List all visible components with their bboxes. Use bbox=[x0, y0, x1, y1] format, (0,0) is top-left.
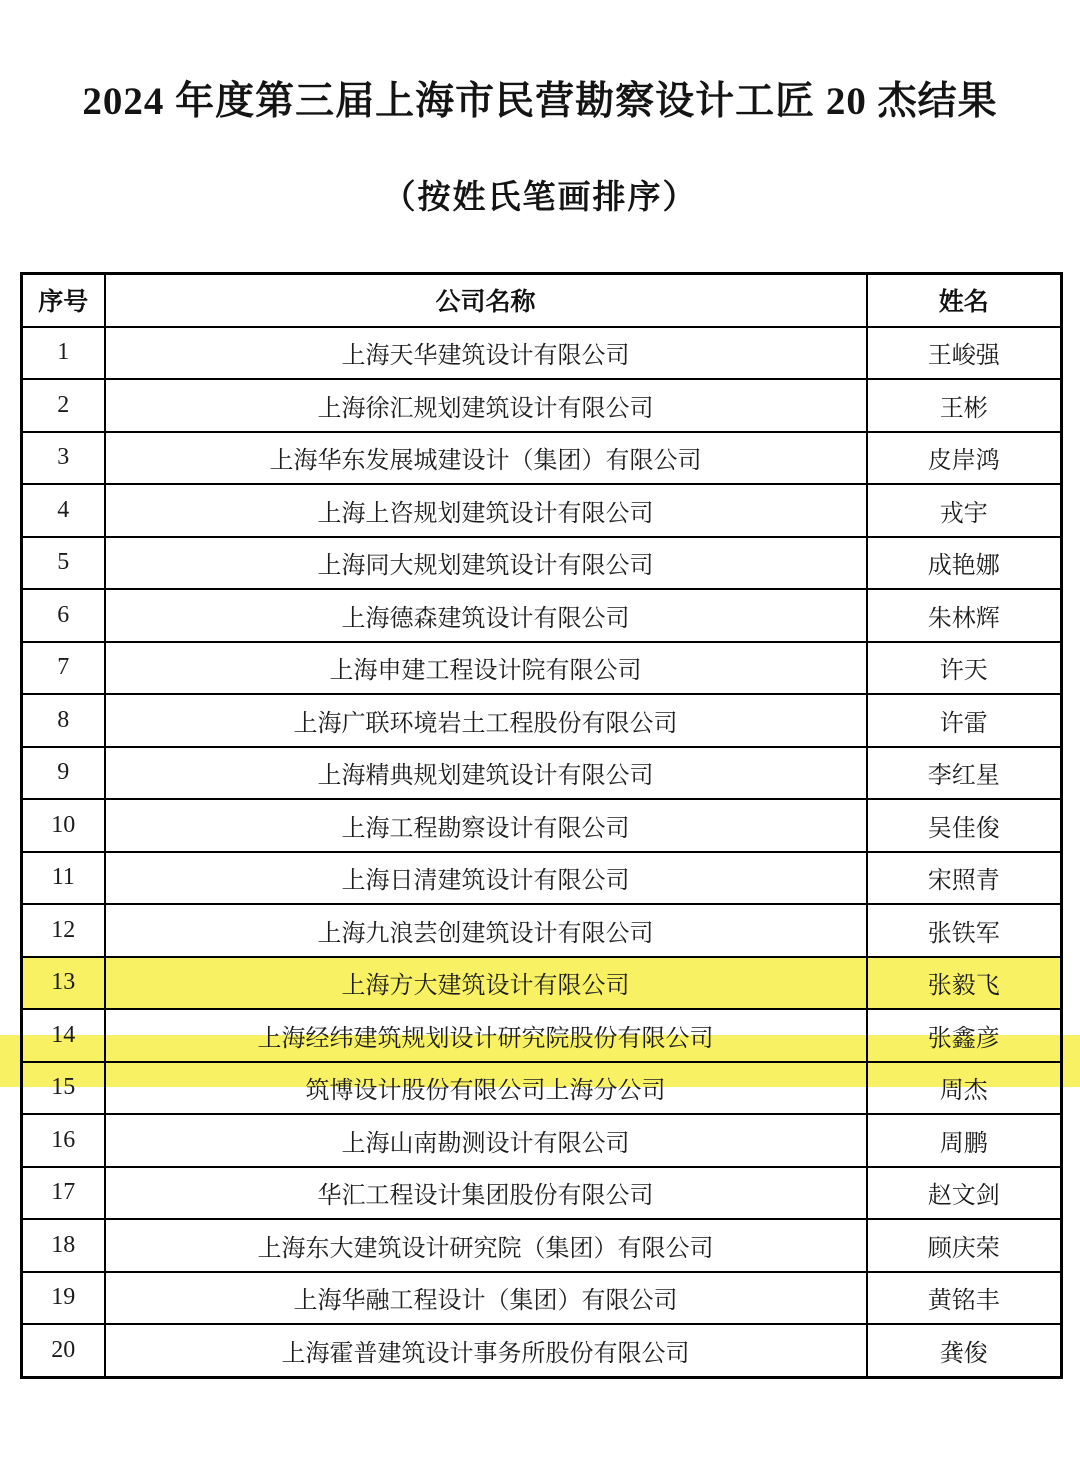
row-number-cell: 8 bbox=[22, 694, 105, 747]
table-row bbox=[22, 1272, 1062, 1325]
row-number-cell: 5 bbox=[22, 537, 105, 590]
row-number-cell: 7 bbox=[22, 642, 105, 695]
header-序号: 序号 bbox=[22, 274, 105, 327]
table-row bbox=[22, 1114, 1062, 1167]
company-cell: 上海天华建筑设计有限公司 bbox=[105, 327, 867, 380]
row-number-cell: 18 bbox=[22, 1219, 105, 1272]
row-number-cell: 14 bbox=[22, 1009, 105, 1062]
row-number-cell: 3 bbox=[22, 432, 105, 485]
results-table-wrap bbox=[0, 272, 1080, 1379]
name-cell: 黄铭丰 bbox=[867, 1272, 1062, 1325]
table-row bbox=[22, 327, 1062, 380]
table-body bbox=[22, 327, 1062, 1378]
company-cell: 上海经纬建筑规划设计研究院股份有限公司 bbox=[105, 1009, 867, 1062]
company-cell: 上海德森建筑设计有限公司 bbox=[105, 589, 867, 642]
name-cell: 成艳娜 bbox=[867, 537, 1062, 590]
table-row bbox=[22, 957, 1062, 1010]
name-cell: 皮岸鸿 bbox=[867, 432, 1062, 485]
company-cell: 上海申建工程设计院有限公司 bbox=[105, 642, 867, 695]
table-row bbox=[22, 589, 1062, 642]
row-number-cell: 15 bbox=[22, 1062, 105, 1115]
name-cell: 王峻强 bbox=[867, 327, 1062, 380]
table-row bbox=[22, 642, 1062, 695]
name-cell: 张鑫彦 bbox=[867, 1009, 1062, 1062]
table-row bbox=[22, 1324, 1062, 1377]
name-cell: 赵文剑 bbox=[867, 1167, 1062, 1220]
company-cell: 上海方大建筑设计有限公司 bbox=[105, 957, 867, 1010]
table-header bbox=[22, 274, 1062, 327]
table-row bbox=[22, 904, 1062, 957]
header-姓名: 姓名 bbox=[867, 274, 1062, 327]
name-cell: 许雷 bbox=[867, 694, 1062, 747]
name-cell: 顾庆荣 bbox=[867, 1219, 1062, 1272]
name-cell: 戎宇 bbox=[867, 484, 1062, 537]
row-number-cell: 12 bbox=[22, 904, 105, 957]
row-number-cell: 11 bbox=[22, 852, 105, 905]
row-number-cell: 13 bbox=[22, 957, 105, 1010]
row-number-cell: 16 bbox=[22, 1114, 105, 1167]
name-cell: 吴佳俊 bbox=[867, 799, 1062, 852]
table-row bbox=[22, 799, 1062, 852]
table-row bbox=[22, 694, 1062, 747]
name-cell: 李红星 bbox=[867, 747, 1062, 800]
company-cell: 华汇工程设计集团股份有限公司 bbox=[105, 1167, 867, 1220]
company-cell: 上海东大建筑设计研究院（集团）有限公司 bbox=[105, 1219, 867, 1272]
row-number-cell: 20 bbox=[22, 1324, 105, 1377]
table-row bbox=[22, 747, 1062, 800]
header-row bbox=[22, 274, 1062, 327]
table-row bbox=[22, 1009, 1062, 1062]
results-table bbox=[20, 272, 1063, 1379]
company-cell: 上海上咨规划建筑设计有限公司 bbox=[105, 484, 867, 537]
name-cell: 宋照青 bbox=[867, 852, 1062, 905]
company-cell: 上海广联环境岩土工程股份有限公司 bbox=[105, 694, 867, 747]
table-row bbox=[22, 379, 1062, 432]
page-subtitle: （按姓氏笔画排序） bbox=[382, 180, 698, 216]
company-cell: 上海霍普建筑设计事务所股份有限公司 bbox=[105, 1324, 867, 1377]
table-row bbox=[22, 852, 1062, 905]
company-cell: 上海同大规划建筑设计有限公司 bbox=[105, 537, 867, 590]
row-number-cell: 1 bbox=[22, 327, 105, 380]
name-cell: 许天 bbox=[867, 642, 1062, 695]
table-row bbox=[22, 1062, 1062, 1115]
row-number-cell: 19 bbox=[22, 1272, 105, 1325]
table-row bbox=[22, 537, 1062, 590]
table-row bbox=[22, 1219, 1062, 1272]
name-cell: 周鹏 bbox=[867, 1114, 1062, 1167]
page-title: 2024 年度第三届上海市民营勘察设计工匠 20 杰结果 bbox=[82, 80, 998, 123]
company-cell: 上海华融工程设计（集团）有限公司 bbox=[105, 1272, 867, 1325]
company-cell: 上海工程勘察设计有限公司 bbox=[105, 799, 867, 852]
table-row bbox=[22, 432, 1062, 485]
name-cell: 龚俊 bbox=[867, 1324, 1062, 1377]
company-cell: 上海精典规划建筑设计有限公司 bbox=[105, 747, 867, 800]
company-cell: 筑博设计股份有限公司上海分公司 bbox=[105, 1062, 867, 1115]
company-cell: 上海山南勘测设计有限公司 bbox=[105, 1114, 867, 1167]
row-number-cell: 17 bbox=[22, 1167, 105, 1220]
row-number-cell: 2 bbox=[22, 379, 105, 432]
company-cell: 上海华东发展城建设计（集团）有限公司 bbox=[105, 432, 867, 485]
name-cell: 周杰 bbox=[867, 1062, 1062, 1115]
company-cell: 上海徐汇规划建筑设计有限公司 bbox=[105, 379, 867, 432]
company-cell: 上海九浪芸创建筑设计有限公司 bbox=[105, 904, 867, 957]
row-number-cell: 9 bbox=[22, 747, 105, 800]
table-row bbox=[22, 1167, 1062, 1220]
name-cell: 张毅飞 bbox=[867, 957, 1062, 1010]
row-number-cell: 10 bbox=[22, 799, 105, 852]
name-cell: 朱林辉 bbox=[867, 589, 1062, 642]
company-cell: 上海日清建筑设计有限公司 bbox=[105, 852, 867, 905]
name-cell: 王彬 bbox=[867, 379, 1062, 432]
header-公司名称: 公司名称 bbox=[105, 274, 867, 327]
row-number-cell: 6 bbox=[22, 589, 105, 642]
row-number-cell: 4 bbox=[22, 484, 105, 537]
table-row bbox=[22, 484, 1062, 537]
name-cell: 张铁军 bbox=[867, 904, 1062, 957]
